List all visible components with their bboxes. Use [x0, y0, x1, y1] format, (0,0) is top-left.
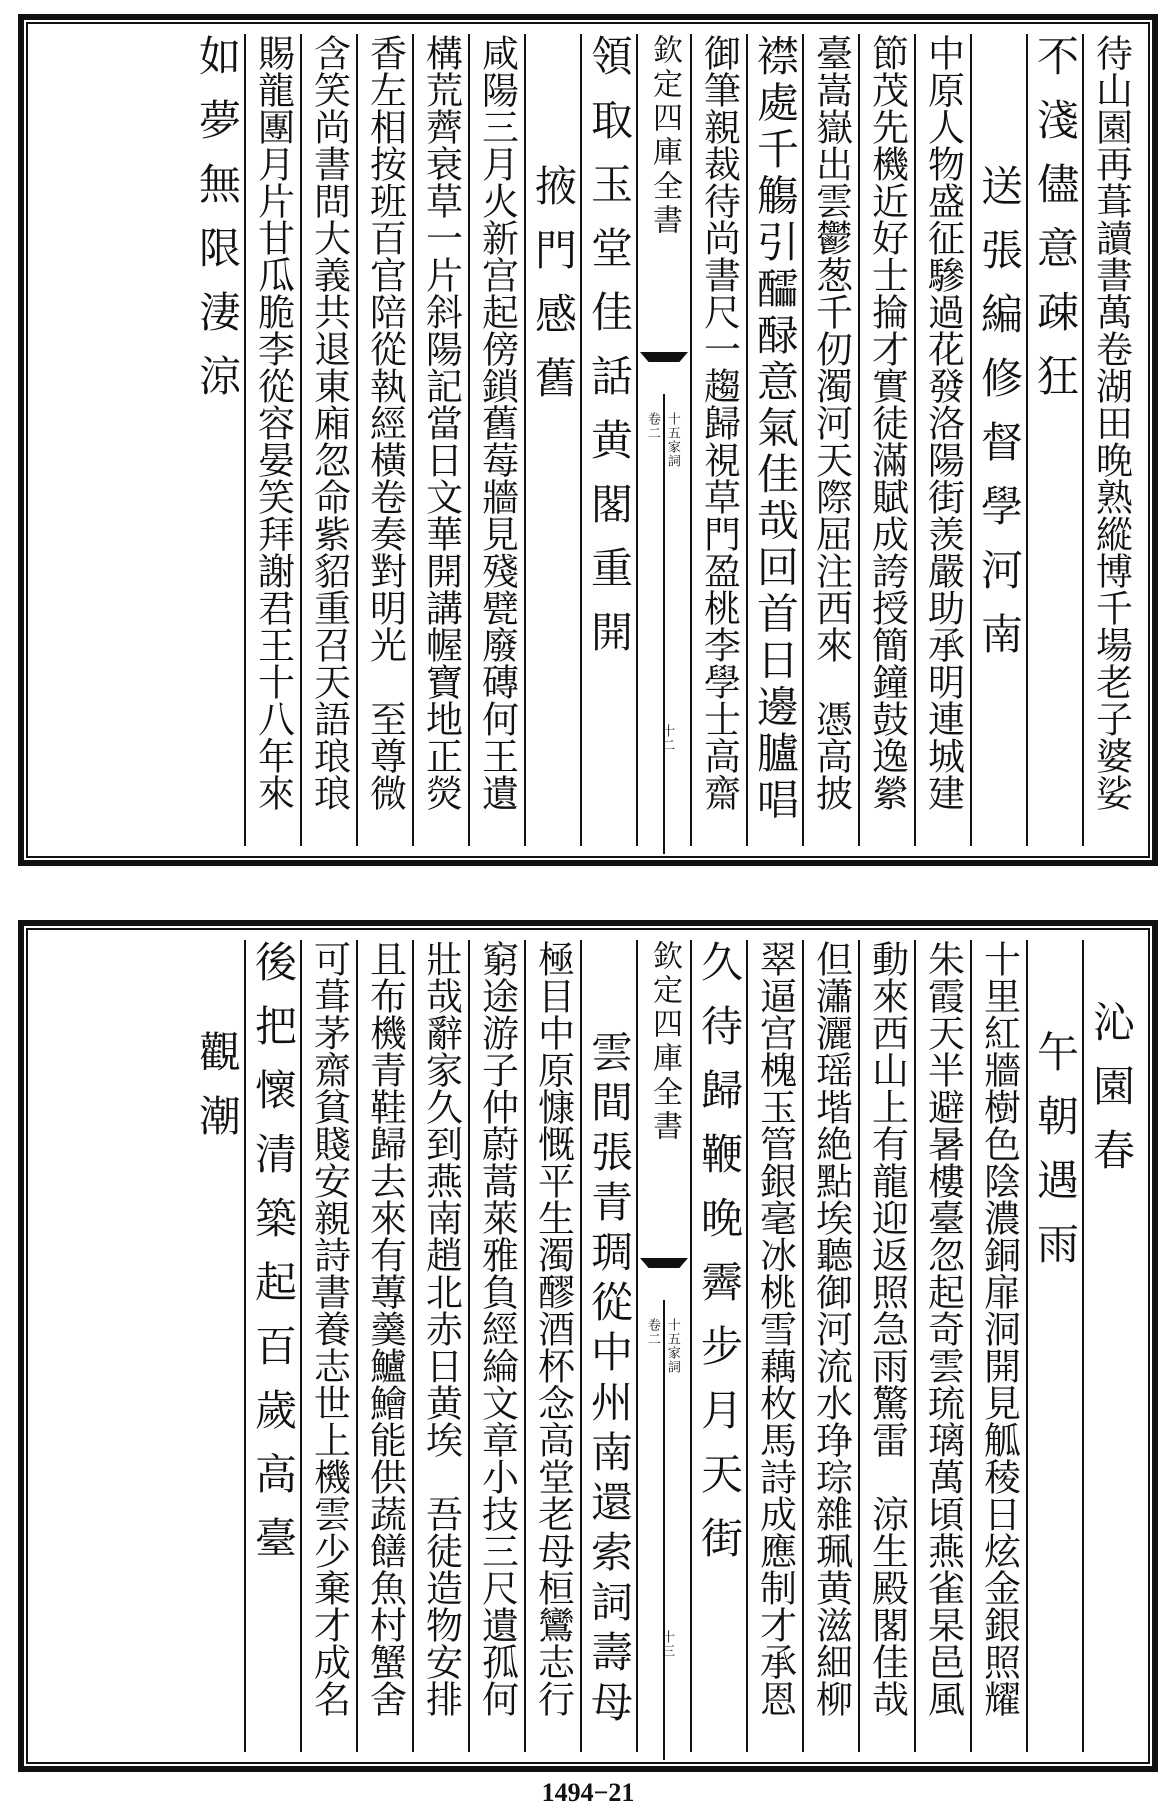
spine-column	[636, 34, 690, 846]
column-text: 觀潮	[193, 1030, 242, 1158]
column-text: 後把懷清築起百歲高臺	[249, 940, 298, 1580]
column-text: 咸陽三月火新宫起傍鎖舊莓牆見殘甓廢磚何王遺	[475, 34, 519, 811]
column-text: 朱霞天半避暑樓臺忽起奇雲琉璃萬頃燕雀杲邑風	[921, 940, 965, 1717]
text-column	[1082, 34, 1138, 846]
text-column	[580, 34, 636, 846]
spine-title: 欽定四庫全書	[647, 940, 682, 1144]
text-column	[802, 940, 858, 1752]
text-column	[580, 940, 636, 1752]
text-column	[356, 940, 412, 1752]
column-text: 且布機青鞋歸去來有蓴羹鱸鱠能供蔬饍魚村蟹舍	[363, 940, 407, 1717]
text-column	[412, 940, 468, 1752]
spine-title: 欽定四庫全書	[647, 34, 682, 238]
bottom-page-columns	[38, 940, 1138, 1752]
column-text: 掖門感舊	[529, 164, 578, 420]
text-column	[300, 940, 356, 1752]
text-column	[468, 940, 524, 1752]
spine-page-number: 十三	[659, 1630, 675, 1658]
top-page-columns	[38, 34, 1138, 846]
page-number-footer: 1494−21	[541, 1778, 635, 1807]
text-column	[746, 34, 802, 846]
text-column	[468, 34, 524, 846]
column-text: 襟處千觴引醽醁意氣佳哉回首日邊臚唱	[751, 34, 800, 824]
text-column	[524, 940, 580, 1752]
column-text: 香左相按班百官陪從執經橫卷奏對明光 至尊微	[363, 34, 407, 811]
column-text: 如夢無限淒涼	[193, 34, 242, 418]
column-text: 極目中原慷慨平生濁醪酒杯念高堂老母桓鸞志行	[531, 940, 575, 1717]
column-text: 但瀟灑瑶堦絶點埃聽御河流水琤琮雜珮黄滋細柳	[809, 940, 853, 1717]
column-text: 窮途游子仲蔚蒿萊雅負經綸文章小技三尺遺孤何	[475, 940, 519, 1717]
text-column	[858, 940, 914, 1752]
spine-column	[636, 940, 690, 1752]
text-column	[802, 34, 858, 846]
column-text: 節茂先機近好士掄才實徒滿賦成誇授簡鐘鼓逸縈	[865, 34, 909, 811]
text-column	[300, 34, 356, 846]
text-column	[746, 940, 802, 1752]
text-column	[690, 940, 746, 1752]
text-column	[244, 34, 300, 846]
text-column	[356, 34, 412, 846]
text-column	[914, 940, 970, 1752]
text-column	[1082, 940, 1138, 1752]
text-column	[244, 940, 300, 1752]
text-column	[690, 34, 746, 846]
column-text: 久待歸鞭晚霽步月天街	[695, 940, 744, 1580]
column-text: 送張編修督學河南	[975, 164, 1024, 676]
fish-tail-mark-inner	[640, 1268, 688, 1290]
column-text: 不淺儘意疎狂	[1031, 34, 1080, 418]
column-text: 構荒薺衰草一片斜陽記當日文華開講幄寶地正熒	[419, 34, 463, 811]
column-text: 可葺茅齋貧賤安親詩書養志世上機雲少棄才成名	[307, 940, 351, 1717]
column-text: 領取玉堂佳話黄閣重開	[585, 34, 634, 674]
text-column	[914, 34, 970, 846]
text-column	[1026, 940, 1082, 1752]
spine-section: 十五家詞	[664, 1318, 680, 1374]
column-text: 中原人物盛征驂過花發洛陽街羡嚴助承明連城建	[921, 34, 965, 811]
text-column	[970, 940, 1026, 1752]
text-column	[970, 34, 1026, 846]
column-text: 動來西山上有龍迎返照急雨驚雷 涼生殿閣佳哉	[865, 940, 909, 1717]
spine-volume: 卷二	[645, 412, 661, 440]
text-column	[412, 34, 468, 846]
column-text: 御筆親裁待尚書尺一趨歸視草門盈桃李學士高齋	[697, 34, 741, 811]
fish-tail-mark-inner	[640, 362, 688, 384]
text-column	[524, 34, 580, 846]
column-text: 含笑尚書問大義共退東廂忽命紫貂重召天語琅琅	[307, 34, 351, 811]
text-column	[190, 34, 244, 846]
column-text: 臺嵩嶽出雲鬱葱千仞濁河天際屈注西來 憑高披	[809, 34, 853, 811]
text-column	[190, 940, 244, 1752]
text-column	[858, 34, 914, 846]
column-text: 賜龍團月片甘瓜脆李從容晏笑拜謝君王十八年來	[251, 34, 295, 811]
column-text: 午朝遇雨	[1031, 1030, 1080, 1286]
top-page	[18, 14, 1158, 866]
column-text: 十里紅牆樹色陰濃銅扉洞開見觚稜日炫金銀照耀	[977, 940, 1021, 1717]
text-column	[1026, 34, 1082, 846]
spine-page-number: 十二	[659, 724, 675, 752]
column-text: 雲間張青琱從中州南還索詞壽母	[585, 1030, 634, 1730]
column-text: 翠逼宫槐玉管銀毫冰桃雪藕枚馬詩成應制才承恩	[753, 940, 797, 1717]
column-text: 待山園再葺讀書萬卷湖田晚熟縱博千場老子婆娑	[1089, 34, 1133, 811]
spine-volume: 卷二	[645, 1318, 661, 1346]
column-text: 壯哉辭家久到燕南趙北赤日黄埃 吾徒造物安排	[419, 940, 463, 1717]
spine-section: 十五家詞	[664, 412, 680, 468]
bottom-page	[18, 920, 1158, 1772]
column-text: 沁園春	[1087, 1000, 1136, 1192]
